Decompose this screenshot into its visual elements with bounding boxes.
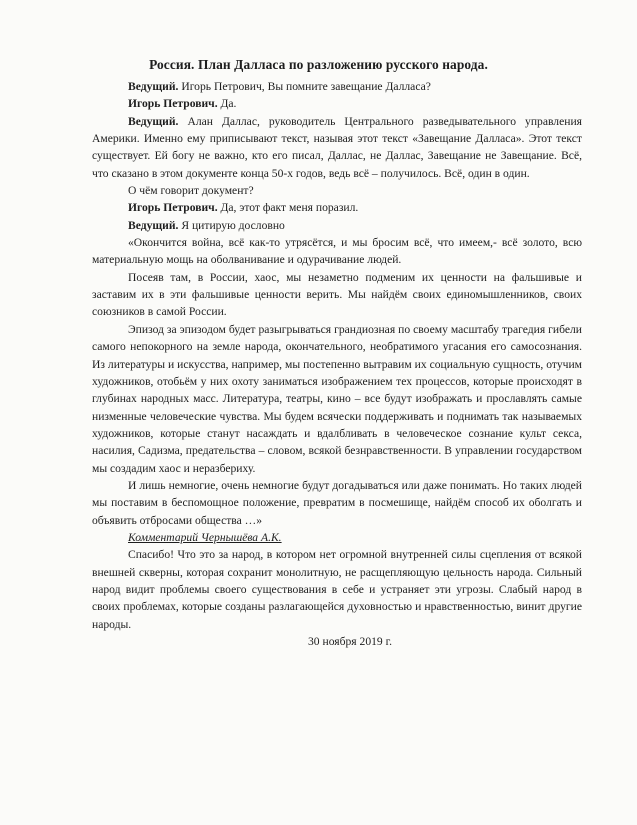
speaker-label: Ведущий.: [128, 114, 179, 128]
document-body: [92, 78, 582, 650]
paragraph-host-dallas: [92, 113, 582, 182]
speaker-label: Ведущий.: [128, 80, 179, 93]
paragraph-quote-4: И лишь немногие, очень немногие будут догадываться или даже понимать. Но таких людей мы поставим в беспомощное положение, превратим в посмешище, найдём способ их оболгать и объявить отбросами общества …»: [92, 478, 582, 527]
paragraph-host-question: [92, 78, 582, 95]
speaker-label: Ведущий.: [128, 218, 179, 232]
paragraph-text: Да.: [217, 97, 237, 111]
paragraph-quote-1: «Окончится война, всё как-то утрясётся, и мы бросим всё, что имеем,- всё золото, всю материальную мощь на оболванивание и одурачивание людей.: [92, 236, 582, 267]
speaker-label: Игорь Петрович.: [128, 201, 218, 215]
paragraph-host-quote-intro: [92, 217, 582, 234]
paragraph-text: Я цитирую дословно: [178, 218, 285, 232]
paragraph-comment: Спасибо! Что это за народ, в котором нет огромной внутренней силы сцепления от всякой внешней скверны, которая сохранит монолитную, не расщепляющую цельность народа. Сильный народ видит проблемы своего существования в себе и устраняет эти угрозы. Слабый народ в своих проблемах, которые созданы разлагающейся духовностью и нравственностью, винит другие народы.: [92, 548, 582, 631]
document-date: 30 ноября 2019 г.: [308, 635, 392, 648]
paragraph-text: Алан Даллас, руководитель Центрального разведывательного управления Америки. Именно ему приписывают текст, называя этот текст «Завещание Далласа». Этот текст существует. Ей богу не важно, кто его писал, Даллас, не Даллас, Завещание не Завещание. Всё, что сказано в этом документе конца 50-х годов, ведь всё – получилось. Всё, один в один.: [92, 114, 582, 180]
paragraph-guest-fact: [92, 199, 582, 216]
paragraph-quote-3: Эпизод за эпизодом будет разыгрываться грандиозная по своему масштабу трагедия гибели самого непокорного на земле народа, окончательного, необратимого угасания его самосознания. Из литературы и искусства, например, мы постепенно вытравим их социальную сущность, отучим художников, отобьём у них охоту заниматься изображением тех процессов, которые происходят в глубинах народных масс. Литература, театры, кино – все будут изображать и прославлять самые низменные человеческие чувства. Мы будем всячески поддерживать и поднимать так называемых художников, которые станут насаждать и вдалбливать в человеческое сознание культ секса, насилия, Садизма, предательства – словом, всякой безнравственности. В управлении государством мы создадим хаос и неразбериху.: [92, 322, 582, 475]
document-title: Россия. План Далласа по разложению русского народа.: [149, 57, 488, 72]
paragraph-text: Да, этот факт меня поразил.: [217, 201, 359, 215]
speaker-label: Игорь Петрович.: [128, 97, 218, 111]
comment-heading: [92, 529, 582, 546]
paragraph-guest-reply: [92, 95, 582, 112]
paragraph-text: Игорь Петрович, Вы помните завещание Далласа?: [178, 80, 431, 93]
paragraph-question: О чём говорит документ?: [128, 184, 254, 198]
comment-author: Комментарий Чернышёва А.К.: [128, 530, 282, 544]
paragraph-quote-2: Посеяв там, в России, хаос, мы незаметно подменим их ценности на фальшивые и заставим их в эти фальшивые ценности верить. Мы найдём своих единомышленников, своих союзников в самой России.: [92, 270, 582, 319]
